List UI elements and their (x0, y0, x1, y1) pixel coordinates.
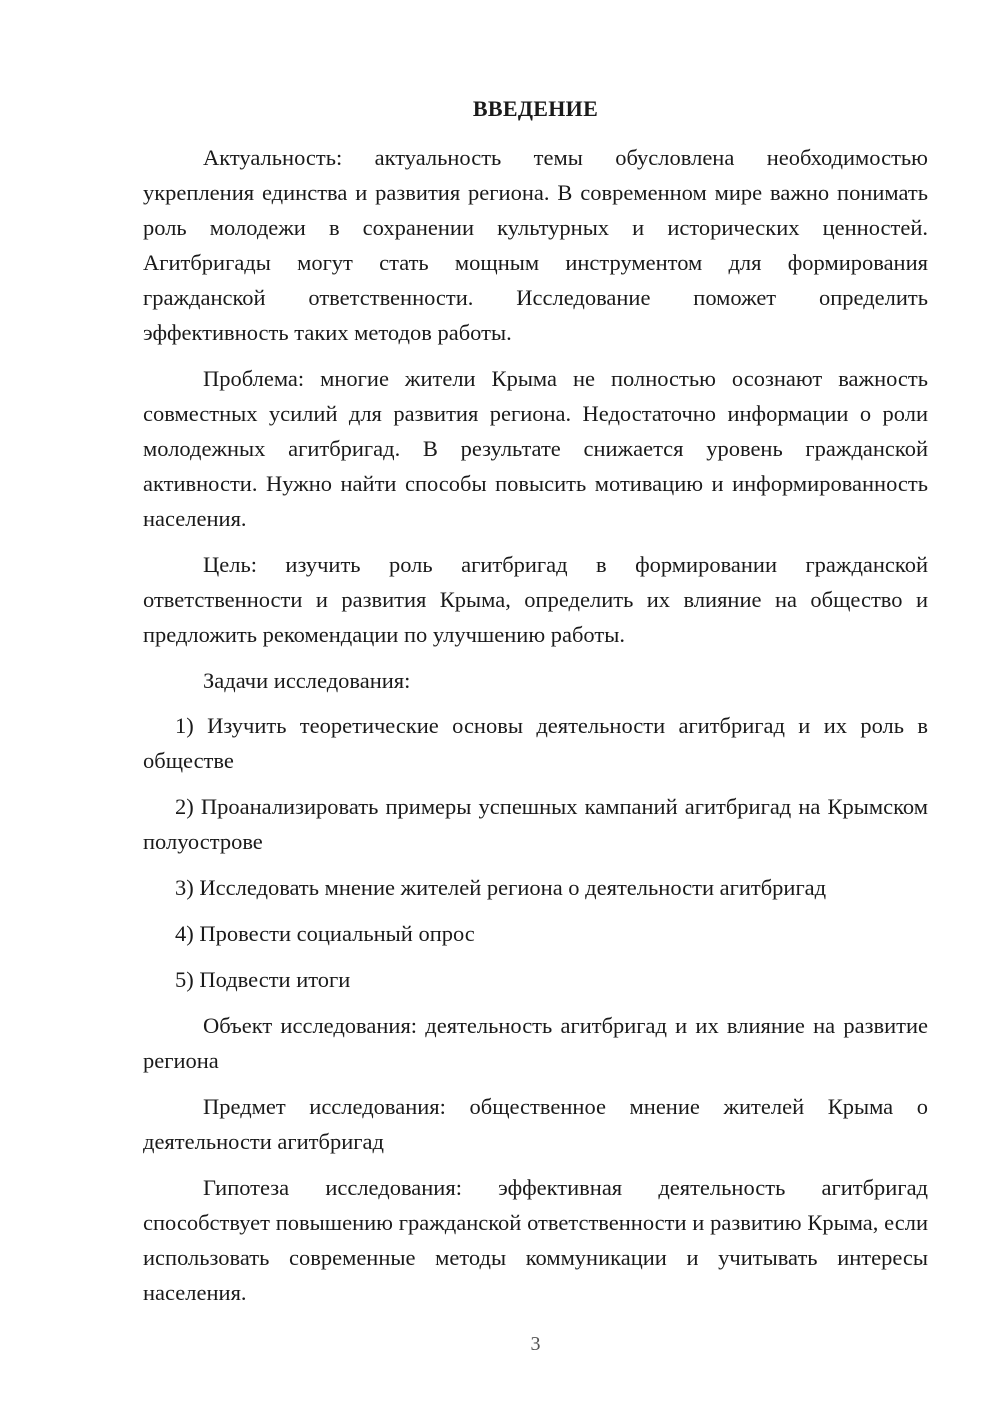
paragraph-object: Объект исследования: деятельность агитбригад и их влияние на развитие региона (143, 1013, 928, 1073)
task-item-1: 1) Изучить теоретические основы деятельности агитбригад и их роль в обществе (143, 713, 928, 773)
paragraph-hypothesis: Гипотеза исследования: эффективная деятельность агитбригад способствует повышению гражданской ответственности и развитию Крыма, если использовать современные методы коммуникации и учитывать интересы населения. (143, 1175, 928, 1305)
task-item-5: 5) Подвести итоги (175, 967, 351, 992)
task-item-2: 2) Проанализировать примеры успешных кампаний агитбригад на Крымском полуострове (143, 794, 928, 854)
body-text (143, 140, 928, 1321)
paragraph-relevance: Актуальность: актуальность темы обусловлена необходимостью укрепления единства и развития региона. В современном мире важно понимать роль молодежи в сохранении культурных и исторических ценностей. Агитбригады могут стать мощным инструментом для формирования гражданской ответственности. Исследование поможет определить эффективность таких методов работы. (143, 145, 928, 345)
paragraph-tasks-heading: Задачи исследования: (203, 668, 411, 693)
task-item-4: 4) Провести социальный опрос (175, 921, 475, 946)
paragraph-goal: Цель: изучить роль агитбригад в формировании гражданской ответственности и развития Крыма, определить их влияние на общество и предложить рекомендации по улучшению работы. (143, 552, 928, 647)
task-item-3: 3) Исследовать мнение жителей региона о деятельности агитбригад (175, 875, 827, 900)
section-title: ВВЕДЕНИЕ (472, 96, 599, 121)
paragraph-problem: Проблема: многие жители Крыма не полностью осознают важность совместных усилий для развития региона. Недостаточно информации о роли молодежных агитбригад. В результате снижается уровень гражданской активности. Нужно найти способы повысить мотивацию и информированность населения. (143, 366, 928, 531)
page-number: 3 (530, 1333, 541, 1355)
paragraph-subject: Предмет исследования: общественное мнение жителей Крыма о деятельности агитбригад (143, 1094, 928, 1154)
document-page (143, 0, 928, 1414)
